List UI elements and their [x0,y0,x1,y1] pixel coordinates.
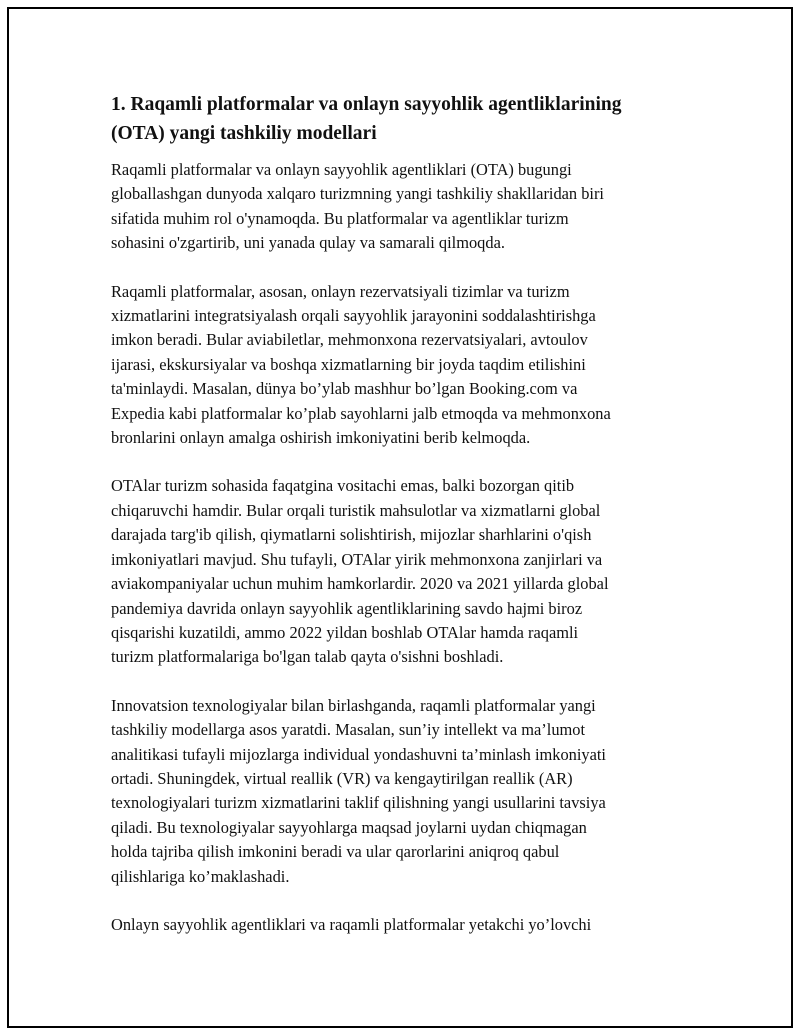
paragraph-2 [111,280,681,451]
heading-line: (OTA) yangi tashkiliy modellari [111,123,377,144]
document-body [111,90,681,961]
text-line: Raqamli platformalar va onlayn sayyohlik agentliklari (OTA) bugungi [111,160,572,179]
text-line: Expedia kabi platformalar ko’plab sayohlarni jalb etmoqda va mehmonxona [111,403,611,423]
text-line: darajada targ'ib qilish, qiymatlarni solishtirish, mijozlar sharhlarini o'qish [111,525,592,545]
text-line: holda tajriba qilish imkonini beradi va ular qarorlarini aniqroq qabul [111,842,560,862]
text-line: ijarasi, ekskursiyalar va boshqa xizmatlarning bir joyda taqdim etilishini [111,354,586,374]
text-line: sifatida muhim rol o'ynamoqda. Bu platformalar va agentliklar turizm [111,208,569,228]
text-line: qilishlariga ko’maklashadi. [111,866,290,886]
text-line: texnologiyalari turizm xizmatlarini taklif qilishning yangi usullarini tavsiya [111,793,606,813]
text-line: aviakompaniyalar uchun muhim hamkorlardir. 2020 va 2021 yillarda global [111,574,609,594]
heading-line: 1. Raqamli platformalar va onlayn sayyohlik agentliklarining [111,94,622,115]
text-line: qisqarishi kuzatildi, ammo 2022 yildan boshlab OTAlar hamda raqamli [111,622,579,642]
text-line: imkoniyatlari mavjud. Shu tufayli, OTAlar yirik mehmonxona zanjirlari va [111,549,603,569]
text-line: bronlarini onlayn amalga oshirish imkoniyatini berib kelmoqda. [111,428,531,448]
text-line: Raqamli platformalar, asosan, onlayn rezervatsiyali tizimlar va turizm [111,281,570,301]
text-line: OTAlar turizm sohasida faqatgina vositachi emas, balki bozorgan qitib [111,476,575,496]
text-line: Innovatsion texnologiyalar bilan birlashganda, raqamli platformalar yangi [111,695,596,715]
text-line: sohasini o'zgartirib, uni yanada qulay va samarali qilmoqda. [111,233,505,253]
text-line: globallashgan dunyoda xalqaro turizmning yangi tashkiliy shakllaridan biri [111,184,604,204]
paragraph-4 [111,694,681,889]
text-line: turizm platformalariga bo'lgan talab qayta o'sishni boshladi. [111,647,504,667]
text-line: Onlayn sayyohlik agentliklari va raqamli platformalar yetakchi yo’lovchi [111,914,592,934]
paragraph-5 [111,913,681,937]
paragraph-1 [111,158,681,256]
text-line: ta'minlaydi. Masalan, dünya bo’ylab mashhur bo’lgan Booking.com va [111,379,578,399]
text-line: xizmatlarini integratsiyalash orqali sayyohlik jarayonini soddalashtirishga [111,306,596,326]
text-line: pandemiya davrida onlayn sayyohlik agentliklarining savdo hajmi biroz [111,598,583,618]
text-line: ortadi. Shuningdek, virtual reallik (VR) va kengaytirilgan reallik (AR) [111,768,573,788]
paragraph-3 [111,474,681,669]
section-heading [111,90,681,148]
text-line: chiqaruvchi hamdir. Bular orqali turistik mahsulotlar va xizmatlarni global [111,500,601,520]
text-line: qiladi. Bu texnologiyalar sayyohlarga maqsad joylarni uydan chiqmagan [111,817,587,837]
text-line: imkon beradi. Bular aviabiletlar, mehmonxona rezervatsiyalari, avtoulov [111,330,588,350]
text-line: tashkiliy modellarga asos yaratdi. Masalan, sun’iy intellekt va ma’lumot [111,720,586,740]
text-line: analitikasi tufayli mijozlarga individual yondashuvni ta’minlash imkoniyati [111,744,606,764]
